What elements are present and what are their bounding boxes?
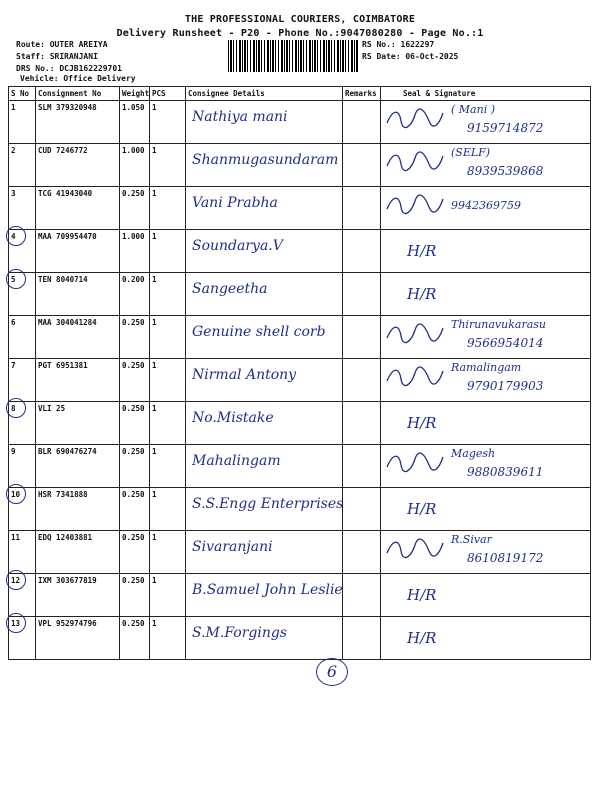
row-consignee <box>186 617 343 660</box>
row-remarks <box>343 531 381 574</box>
rs-number: RS No.: 1622297 <box>362 40 435 49</box>
row-consignment: TCG 41943040 <box>36 187 120 230</box>
consignee-handwriting: Sangeetha <box>192 281 268 297</box>
row-pcs: 1 <box>150 445 186 488</box>
row-pcs: 1 <box>150 144 186 187</box>
row-sno: 13 <box>9 617 36 660</box>
row-consignment: HSR 7341888 <box>36 488 120 531</box>
signature-scribble <box>385 150 445 172</box>
runsheet-title: THE PROFESSIONAL COURIERS, COIMBATORE <box>184 14 416 25</box>
row-consignee <box>186 144 343 187</box>
row-signature <box>381 359 591 402</box>
row-consignment: TEN 8040714 <box>36 273 120 316</box>
row-consignment: EDQ 12403881 <box>36 531 120 574</box>
page-number-mark: 6 <box>316 658 348 686</box>
table-row <box>9 488 591 531</box>
row-signature <box>381 488 591 531</box>
col-consignment: Consignment No <box>36 87 120 101</box>
row-signature <box>381 187 591 230</box>
row-consignee <box>186 445 343 488</box>
table-row <box>9 187 591 230</box>
table-row <box>9 316 591 359</box>
row-pcs: 1 <box>150 402 186 445</box>
row-signature <box>381 316 591 359</box>
signature-text: R.Sivar <box>451 533 492 546</box>
row-pcs: 1 <box>150 273 186 316</box>
row-consignee <box>186 101 343 144</box>
signature-text: Thirunavukarasu <box>451 318 546 331</box>
col-seal-signature: Seal & Signature <box>381 87 591 101</box>
row-pcs: 1 <box>150 101 186 144</box>
table-row <box>9 359 591 402</box>
row-weight: 0.250 <box>120 316 150 359</box>
barcode <box>228 40 358 72</box>
table-row <box>9 101 591 144</box>
consignee-handwriting: Sivaranjani <box>192 539 273 555</box>
signature-phone: 8939539868 <box>467 164 544 178</box>
row-consignment: SLM 379320948 <box>36 101 120 144</box>
row-consignee <box>186 531 343 574</box>
row-weight: 0.250 <box>120 187 150 230</box>
row-pcs: 1 <box>150 617 186 660</box>
consignee-handwriting: B.Samuel John Leslie <box>192 582 343 598</box>
signature-phone: 8610819172 <box>467 551 544 565</box>
row-remarks <box>343 488 381 531</box>
row-pcs: 1 <box>150 187 186 230</box>
row-pcs: 1 <box>150 359 186 402</box>
signature-text: H/R <box>407 414 437 432</box>
col-pcs: PCS <box>150 87 186 101</box>
circle-mark <box>6 484 26 504</box>
row-sno: 10 <box>9 488 36 531</box>
row-remarks <box>343 273 381 316</box>
row-consignee <box>186 316 343 359</box>
circle-mark <box>6 226 26 246</box>
row-consignee <box>186 187 343 230</box>
consignee-handwriting: S.S.Engg Enterprises <box>192 496 344 512</box>
consignee-handwriting: Nathiya mani <box>192 109 288 125</box>
row-signature <box>381 230 591 273</box>
signature-text: H/R <box>407 285 437 303</box>
row-sno: 11 <box>9 531 36 574</box>
table-row <box>9 531 591 574</box>
signature-text: H/R <box>407 500 437 518</box>
table-row <box>9 402 591 445</box>
table-row <box>9 144 591 187</box>
col-sno: S No <box>9 87 36 101</box>
row-consignment: CUD 7246772 <box>36 144 120 187</box>
signature-text: Magesh <box>451 447 496 460</box>
row-consignment: VLI 25 <box>36 402 120 445</box>
signature-scribble <box>385 537 445 559</box>
row-remarks <box>343 316 381 359</box>
signature-phone: 9790179903 <box>467 379 544 393</box>
row-weight: 0.250 <box>120 488 150 531</box>
consignee-handwriting: Mahalingam <box>192 453 281 469</box>
row-remarks <box>343 617 381 660</box>
consignee-handwriting: S.M.Forgings <box>192 625 287 641</box>
vehicle-label: Vehicle: Office Delivery <box>20 74 136 83</box>
col-weight: Weight <box>120 87 150 101</box>
table-row <box>9 574 591 617</box>
signature-text: ( Mani ) <box>451 103 495 116</box>
row-signature <box>381 101 591 144</box>
row-sno: 12 <box>9 574 36 617</box>
row-remarks <box>343 101 381 144</box>
col-remarks: Remarks <box>343 87 381 101</box>
signature-phone: 9566954014 <box>467 336 544 350</box>
row-remarks <box>343 402 381 445</box>
row-weight: 1.000 <box>120 144 150 187</box>
table-row <box>9 273 591 316</box>
signature-text: H/R <box>407 629 437 647</box>
signature-phone: 9880839611 <box>467 465 544 479</box>
drs-label: DRS No.: DCJB162229701 <box>16 64 122 73</box>
row-consignee <box>186 488 343 531</box>
row-signature <box>381 445 591 488</box>
row-sno: 4 <box>9 230 36 273</box>
row-signature <box>381 531 591 574</box>
runsheet-subtitle: Delivery Runsheet - P20 - Phone No.:9047080280 - Page No.:1 <box>116 28 484 39</box>
row-pcs: 1 <box>150 488 186 531</box>
consignee-handwriting: Genuine shell corb <box>192 324 326 340</box>
table-row <box>9 617 591 660</box>
row-consignment: IXM 303677819 <box>36 574 120 617</box>
circle-mark <box>6 613 26 633</box>
row-consignee <box>186 359 343 402</box>
consignee-handwriting: Nirmal Antony <box>192 367 297 383</box>
row-consignment: MAA 709954470 <box>36 230 120 273</box>
row-sno: 2 <box>9 144 36 187</box>
row-sno: 9 <box>9 445 36 488</box>
row-pcs: 1 <box>150 316 186 359</box>
signature-text: Ramalingam <box>451 361 522 374</box>
row-signature <box>381 402 591 445</box>
consignee-handwriting: Shanmugasundaram <box>192 152 339 168</box>
row-weight: 0.250 <box>120 617 150 660</box>
row-weight: 0.200 <box>120 273 150 316</box>
rs-date: RS Date: 06-Oct-2025 <box>362 52 459 61</box>
row-weight: 0.250 <box>120 359 150 402</box>
signature-text: 9942369759 <box>451 199 521 212</box>
row-consignee <box>186 273 343 316</box>
circle-mark <box>6 570 26 590</box>
row-weight: 0.250 <box>120 445 150 488</box>
row-sno: 1 <box>9 101 36 144</box>
signature-text: H/R <box>407 586 437 604</box>
route-label: Route: OUTER AREIYA <box>16 40 108 49</box>
col-consignee: Consignee Details <box>186 87 343 101</box>
row-weight: 1.050 <box>120 101 150 144</box>
row-pcs: 1 <box>150 574 186 617</box>
row-weight: 0.250 <box>120 402 150 445</box>
row-weight: 1.000 <box>120 230 150 273</box>
row-sno: 3 <box>9 187 36 230</box>
row-consignment: VPL 952974796 <box>36 617 120 660</box>
consignee-handwriting: No.Mistake <box>192 410 274 426</box>
table-row <box>9 230 591 273</box>
row-consignee <box>186 402 343 445</box>
row-remarks <box>343 574 381 617</box>
row-remarks <box>343 144 381 187</box>
consignee-handwriting: Vani Prabha <box>192 195 278 211</box>
row-sno: 7 <box>9 359 36 402</box>
signature-scribble <box>385 107 445 129</box>
signature-text: H/R <box>407 242 437 260</box>
row-weight: 0.250 <box>120 531 150 574</box>
row-remarks <box>343 187 381 230</box>
row-signature <box>381 273 591 316</box>
row-weight: 0.250 <box>120 574 150 617</box>
circle-mark <box>6 398 26 418</box>
row-remarks <box>343 445 381 488</box>
signature-scribble <box>385 451 445 473</box>
signature-phone: 9159714872 <box>467 121 544 135</box>
signature-scribble <box>385 322 445 344</box>
row-sno: 8 <box>9 402 36 445</box>
row-sno: 5 <box>9 273 36 316</box>
row-remarks <box>343 230 381 273</box>
signature-scribble <box>385 365 445 387</box>
table-header-row <box>9 87 591 101</box>
row-pcs: 1 <box>150 531 186 574</box>
signature-text: (SELF) <box>451 146 491 159</box>
table-row <box>9 445 591 488</box>
row-pcs: 1 <box>150 230 186 273</box>
row-signature <box>381 617 591 660</box>
circle-mark <box>6 269 26 289</box>
staff-label: Staff: SRIRANJANI <box>16 52 98 61</box>
row-consignment: PGT 6951381 <box>36 359 120 402</box>
row-consignee <box>186 574 343 617</box>
signature-scribble <box>385 193 445 215</box>
runsheet-table <box>8 86 591 660</box>
row-consignment: BLR 690476274 <box>36 445 120 488</box>
row-signature <box>381 144 591 187</box>
consignee-handwriting: Soundarya.V <box>192 238 283 254</box>
row-sno: 6 <box>9 316 36 359</box>
row-signature <box>381 574 591 617</box>
row-consignment: MAA 304041284 <box>36 316 120 359</box>
row-remarks <box>343 359 381 402</box>
row-consignee <box>186 230 343 273</box>
